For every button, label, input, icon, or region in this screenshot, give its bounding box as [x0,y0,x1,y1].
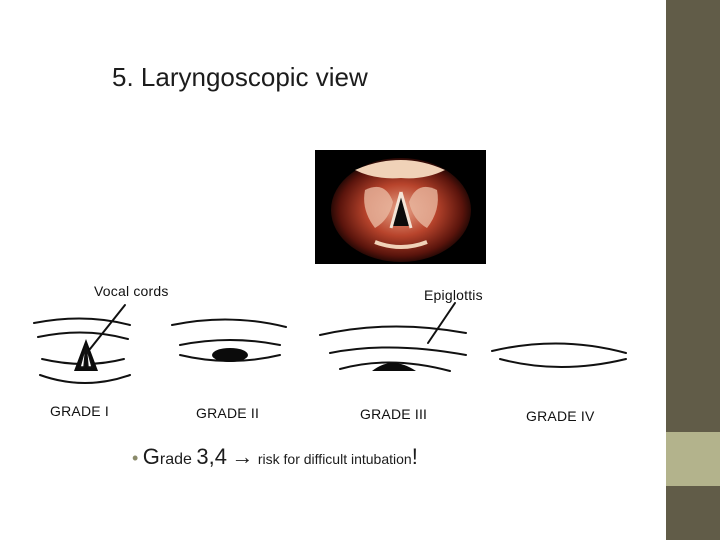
epiglottis-label: Epiglottis [424,287,483,303]
larynx-photo [315,150,486,264]
sidebar-accent-block [666,432,720,486]
arrow-icon: → [231,444,254,469]
grade-label-2: GRADE II [196,405,260,421]
slide-title: 5. Laryngoscopic view [112,62,368,92]
vocal-cords-label: Vocal cords [94,283,169,299]
grade-label-1: GRADE I [50,403,109,419]
grade-label-3: GRADE III [360,406,428,422]
bullet-marker: • [132,448,139,468]
bullet-g: G [142,444,160,469]
bullet-rade: rade [159,451,192,468]
bullet-grades: 3,4 [196,444,227,469]
grade-illustrations [30,275,636,425]
grade-label-4: GRADE IV [526,408,595,424]
bullet-point [132,444,418,470]
bullet-exclaim: ! [411,444,418,469]
bullet-text: risk for difficult intubation [257,451,412,467]
